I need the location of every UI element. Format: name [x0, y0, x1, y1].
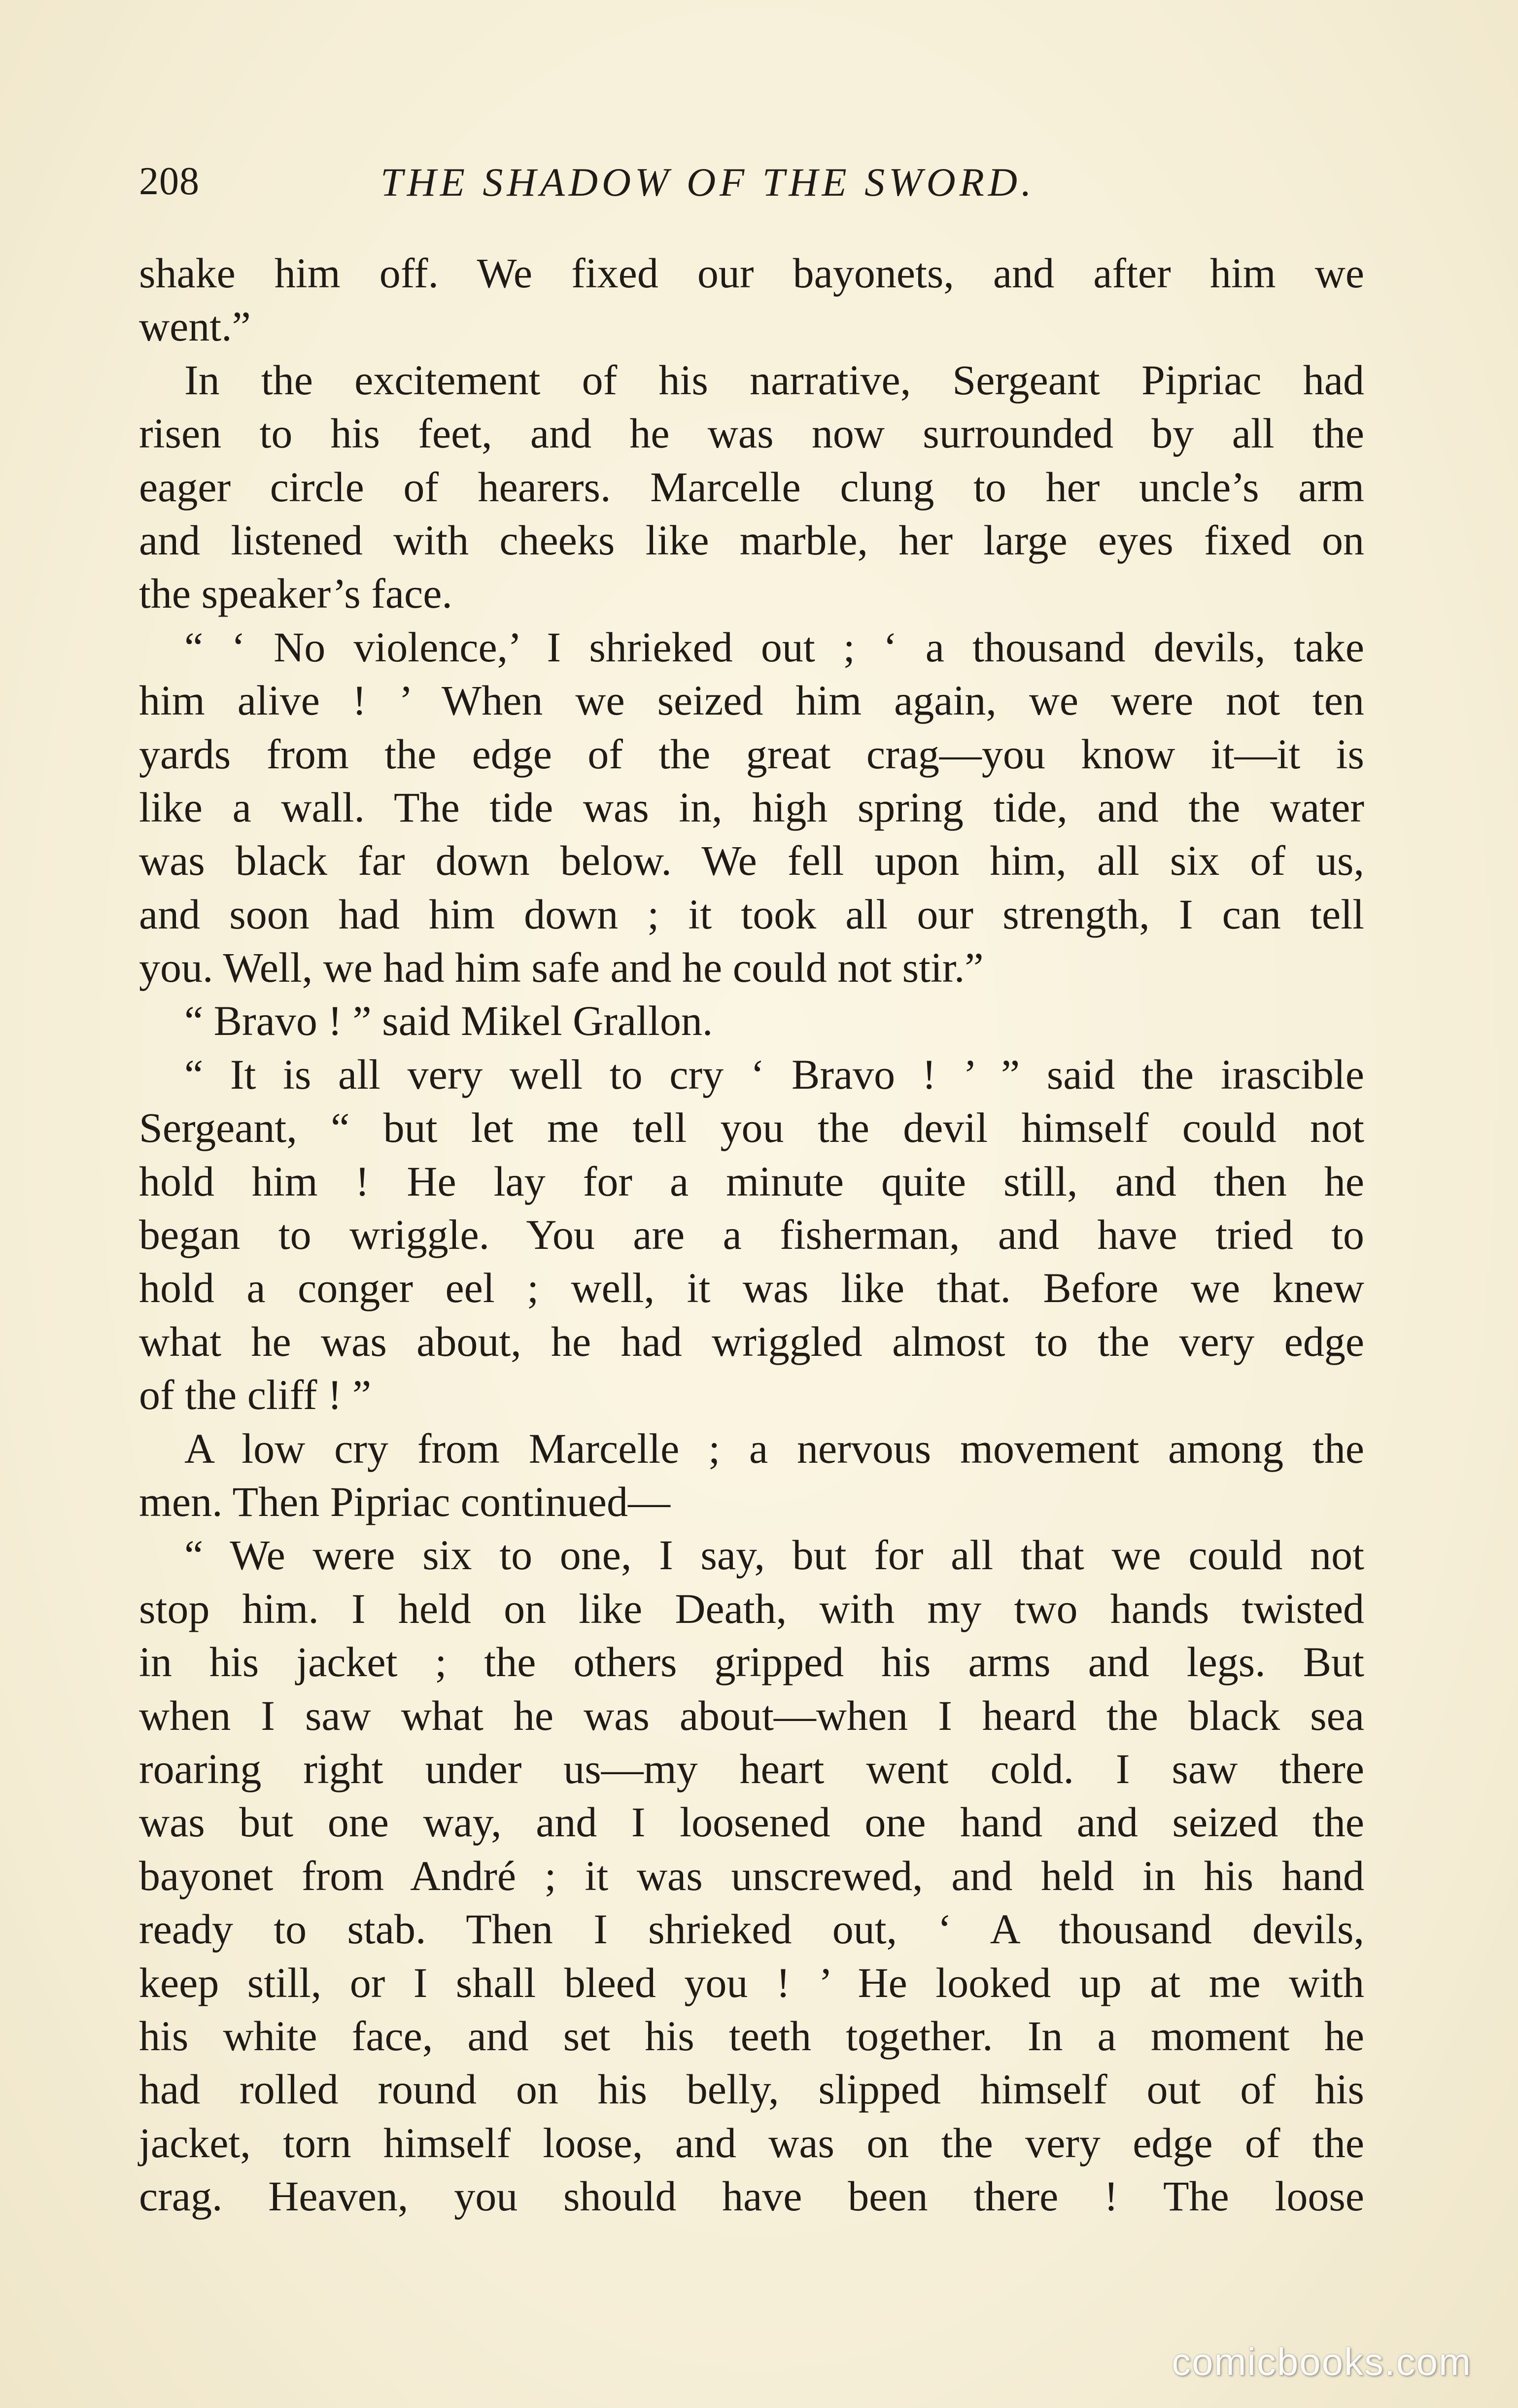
running-title: THE SHADOW OF THE SWORD. [380, 160, 1035, 205]
text-line: what he was about, he had wriggled almost to the very edge [139, 1317, 1364, 1365]
text-line: was black far down below. We fell upon him, all six of us, [139, 837, 1364, 885]
page-header [139, 150, 1366, 205]
text-line: “ Bravo ! ” said Mikel Grallon. [184, 997, 713, 1045]
text-line: and soon had him down ; it took all our strength, I can tell [139, 890, 1364, 938]
text-line: when I saw what he was about—when I heard the black sea [139, 1691, 1364, 1739]
text-line: his white face, and set his teeth together. In a moment he [139, 2012, 1364, 2060]
text-line: you. Well, we had him safe and he could not stir.” [139, 944, 984, 992]
text-line: began to wriggle. You are a fisherman, and have tried to [139, 1211, 1364, 1259]
text-line: hold a conger eel ; well, it was like that. Before we knew [139, 1264, 1364, 1312]
watermark: comicbooks.com [1172, 2340, 1472, 2383]
text-line: keep still, or I shall bleed you ! ’ He looked up at me with [139, 1959, 1364, 2006]
text-line: roaring right under us—my heart went cold. I saw there [139, 1745, 1364, 1792]
text-line: risen to his feet, and he was now surrounded by all the [139, 410, 1364, 457]
text-line: of the cliff ! ” [139, 1371, 372, 1419]
text-line: ready to stab. Then I shrieked out, ‘ A thousand devils, [139, 1905, 1364, 1953]
text-line: the speaker’s face. [139, 570, 452, 618]
text-line: “ It is all very well to cry ‘ Bravo ! ’ ” said the irascible [184, 1050, 1364, 1098]
text-line: men. Then Pipriac continued— [139, 1478, 670, 1525]
text-line: bayonet from André ; it was unscrewed, and held in his hand [139, 1852, 1364, 1899]
text-line: yards from the edge of the great crag—you know it—it is [139, 730, 1364, 778]
text-line: shake him off. We fixed our bayonets, and after him we [139, 249, 1364, 297]
page-number: 208 [139, 160, 200, 203]
text-line: in his jacket ; the others gripped his arms and legs. But [139, 1638, 1364, 1686]
text-line: “ ‘ No violence,’ I shrieked out ; ‘ a thousand devils, take [184, 623, 1364, 671]
text-line: went.” [139, 303, 251, 350]
text-line: hold him ! He lay for a minute quite still, and then he [139, 1157, 1364, 1205]
text-line: “ We were six to one, I say, but for all that we could not [184, 1531, 1364, 1579]
text-line: was but one way, and I loosened one hand and seized the [139, 1798, 1364, 1846]
text-line: eager circle of hearers. Marcelle clung to her uncle’s arm [139, 463, 1364, 511]
text-line: and listened with cheeks like marble, her large eyes fixed on [139, 516, 1364, 564]
text-line: In the excitement of his narrative, Sergeant Pipriac had [184, 356, 1364, 404]
text-line: A low cry from Marcelle ; a nervous movement among the [184, 1424, 1364, 1472]
text-line: Sergeant, “ but let me tell you the devil himself could not [139, 1104, 1364, 1152]
text-line: jacket, torn himself loose, and was on the very edge of the [139, 2119, 1364, 2167]
text-line: stop him. I held on like Death, with my two hands twisted [139, 1584, 1364, 1632]
text-line: like a wall. The tide was in, high spring tide, and the water [139, 783, 1364, 831]
text-line: crag. Heaven, you should have been there ! The loose [139, 2172, 1364, 2220]
text-line: had rolled round on his belly, slipped himself out of his [139, 2065, 1364, 2113]
body-text [139, 246, 1364, 2223]
text-line: him alive ! ’ When we seized him again, we were not ten [139, 677, 1364, 724]
